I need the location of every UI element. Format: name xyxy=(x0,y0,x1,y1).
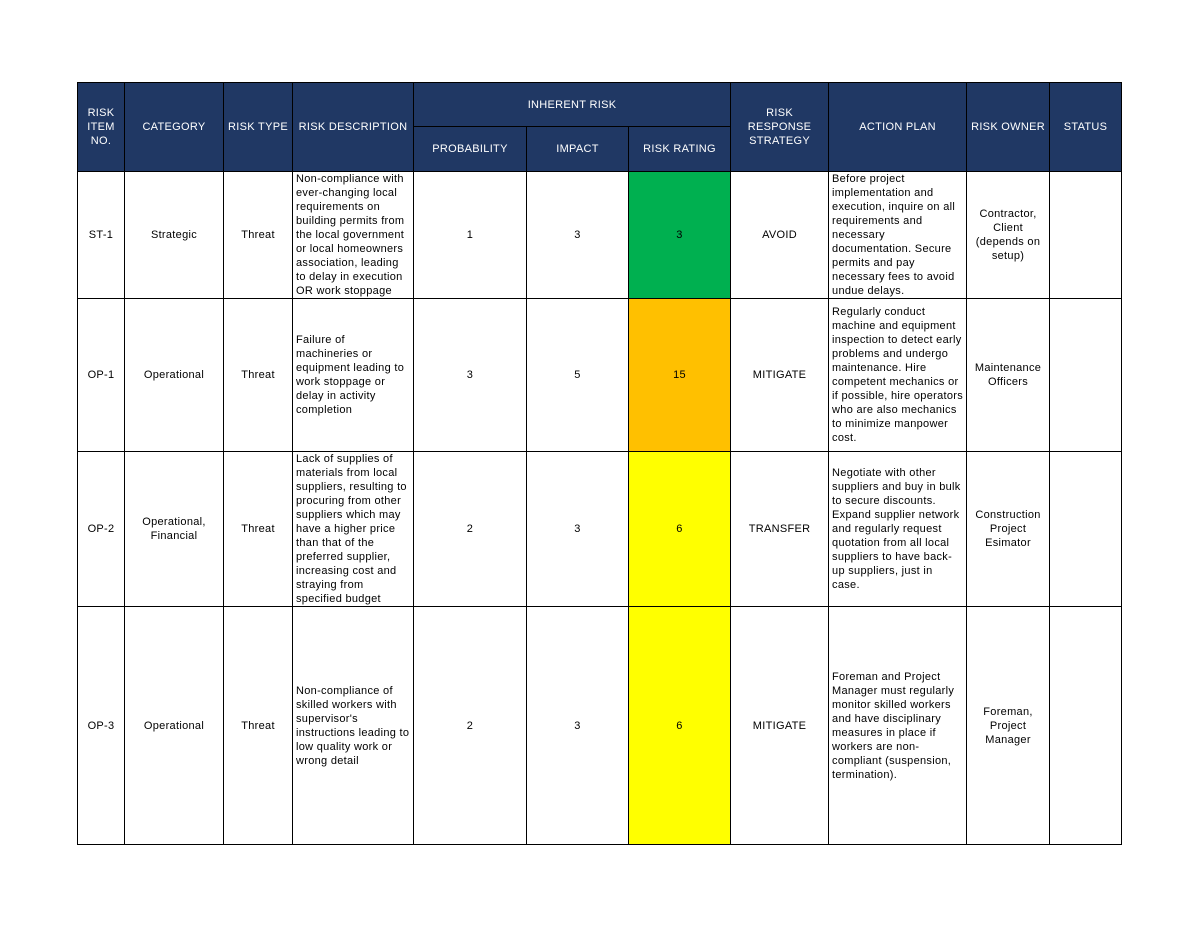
impact-cell: 3 xyxy=(527,607,629,845)
status-cell xyxy=(1050,299,1122,452)
description-cell: Failure of machineries or equipment leading to work stoppage or delay in activity completion xyxy=(293,299,414,452)
description-cell: Non-compliance of skilled workers with supervisor's instructions leading to low quality work or wrong detail xyxy=(293,607,414,845)
strategy-cell: MITIGATE xyxy=(731,607,829,845)
action-plan-cell: Before project implementation and execution, inquire on all requirements and necessary documentation. Secure permits and pay necessary fees to avoid undue delays. xyxy=(829,172,967,299)
risk-rating-cell: 6 xyxy=(629,452,731,607)
header-action-plan: ACTION PLAN xyxy=(829,83,967,172)
category-cell: Operational xyxy=(125,299,224,452)
risk-rating-cell: 15 xyxy=(629,299,731,452)
probability-cell: 3 xyxy=(414,299,527,452)
header-risk-rating: RISK RATING xyxy=(629,127,731,172)
status-cell xyxy=(1050,607,1122,845)
description-cell: Lack of supplies of materials from local suppliers, resulting to procuring from other suppliers which may have a higher price than that of the preferred supplier, increasing cost and straying from specified budget xyxy=(293,452,414,607)
impact-cell: 3 xyxy=(527,452,629,607)
action-plan-cell: Regularly conduct machine and equipment inspection to detect early problems and undergo maintenance. Hire competent mechanics or if possible, hire operators who are also mechanics to minimize manpower cost. xyxy=(829,299,967,452)
header-response-strategy: RISK RESPONSE STRATEGY xyxy=(731,83,829,172)
action-plan-cell: Foreman and Project Manager must regularly monitor skilled workers and have disciplinary measures in place if workers are non-compliant (suspension, termination). xyxy=(829,607,967,845)
action-plan-cell: Negotiate with other suppliers and buy in bulk to secure discounts. Expand supplier network and regularly request quotation from all local suppliers to have back-up suppliers, just in case. xyxy=(829,452,967,607)
header-impact: IMPACT xyxy=(527,127,629,172)
table-row xyxy=(78,172,1122,299)
risk-owner-cell: Construction Project Esimator xyxy=(967,452,1050,607)
table-body xyxy=(78,172,1122,845)
header-probability: PROBABILITY xyxy=(414,127,527,172)
header-status: STATUS xyxy=(1050,83,1122,172)
probability-cell: 2 xyxy=(414,607,527,845)
description-cell: Non-compliance with ever-changing local requirements on building permits from the local government or local homeowners association, leading to delay in execution OR work stoppage xyxy=(293,172,414,299)
risk-owner-cell: Foreman, Project Manager xyxy=(967,607,1050,845)
impact-cell: 5 xyxy=(527,299,629,452)
status-cell xyxy=(1050,452,1122,607)
risk-type-cell: Threat xyxy=(224,452,293,607)
header-risk-owner: RISK OWNER xyxy=(967,83,1050,172)
risk-owner-cell: Maintenance Officers xyxy=(967,299,1050,452)
risk-type-cell: Threat xyxy=(224,299,293,452)
impact-cell: 3 xyxy=(527,172,629,299)
header-category: CATEGORY xyxy=(125,83,224,172)
table-row xyxy=(78,607,1122,845)
risk-rating-cell: 3 xyxy=(629,172,731,299)
risk-owner-cell: Contractor, Client (depends on setup) xyxy=(967,172,1050,299)
item-no-cell: OP-2 xyxy=(78,452,125,607)
item-no-cell: OP-3 xyxy=(78,607,125,845)
table-row xyxy=(78,299,1122,452)
risk-register-table xyxy=(77,82,1122,845)
category-cell: Strategic xyxy=(125,172,224,299)
item-no-cell: OP-1 xyxy=(78,299,125,452)
category-cell: Operational, Financial xyxy=(125,452,224,607)
probability-cell: 2 xyxy=(414,452,527,607)
strategy-cell: TRANSFER xyxy=(731,452,829,607)
header-inherent-risk: INHERENT RISK xyxy=(414,83,731,127)
probability-cell: 1 xyxy=(414,172,527,299)
strategy-cell: AVOID xyxy=(731,172,829,299)
category-cell: Operational xyxy=(125,607,224,845)
item-no-cell: ST-1 xyxy=(78,172,125,299)
risk-type-cell: Threat xyxy=(224,607,293,845)
header-item-no: RISK ITEM NO. xyxy=(78,83,125,172)
risk-rating-cell: 6 xyxy=(629,607,731,845)
table-header xyxy=(78,83,1122,172)
status-cell xyxy=(1050,172,1122,299)
header-risk-description: RISK DESCRIPTION xyxy=(293,83,414,172)
header-risk-type: RISK TYPE xyxy=(224,83,293,172)
strategy-cell: MITIGATE xyxy=(731,299,829,452)
risk-type-cell: Threat xyxy=(224,172,293,299)
table-row xyxy=(78,452,1122,607)
